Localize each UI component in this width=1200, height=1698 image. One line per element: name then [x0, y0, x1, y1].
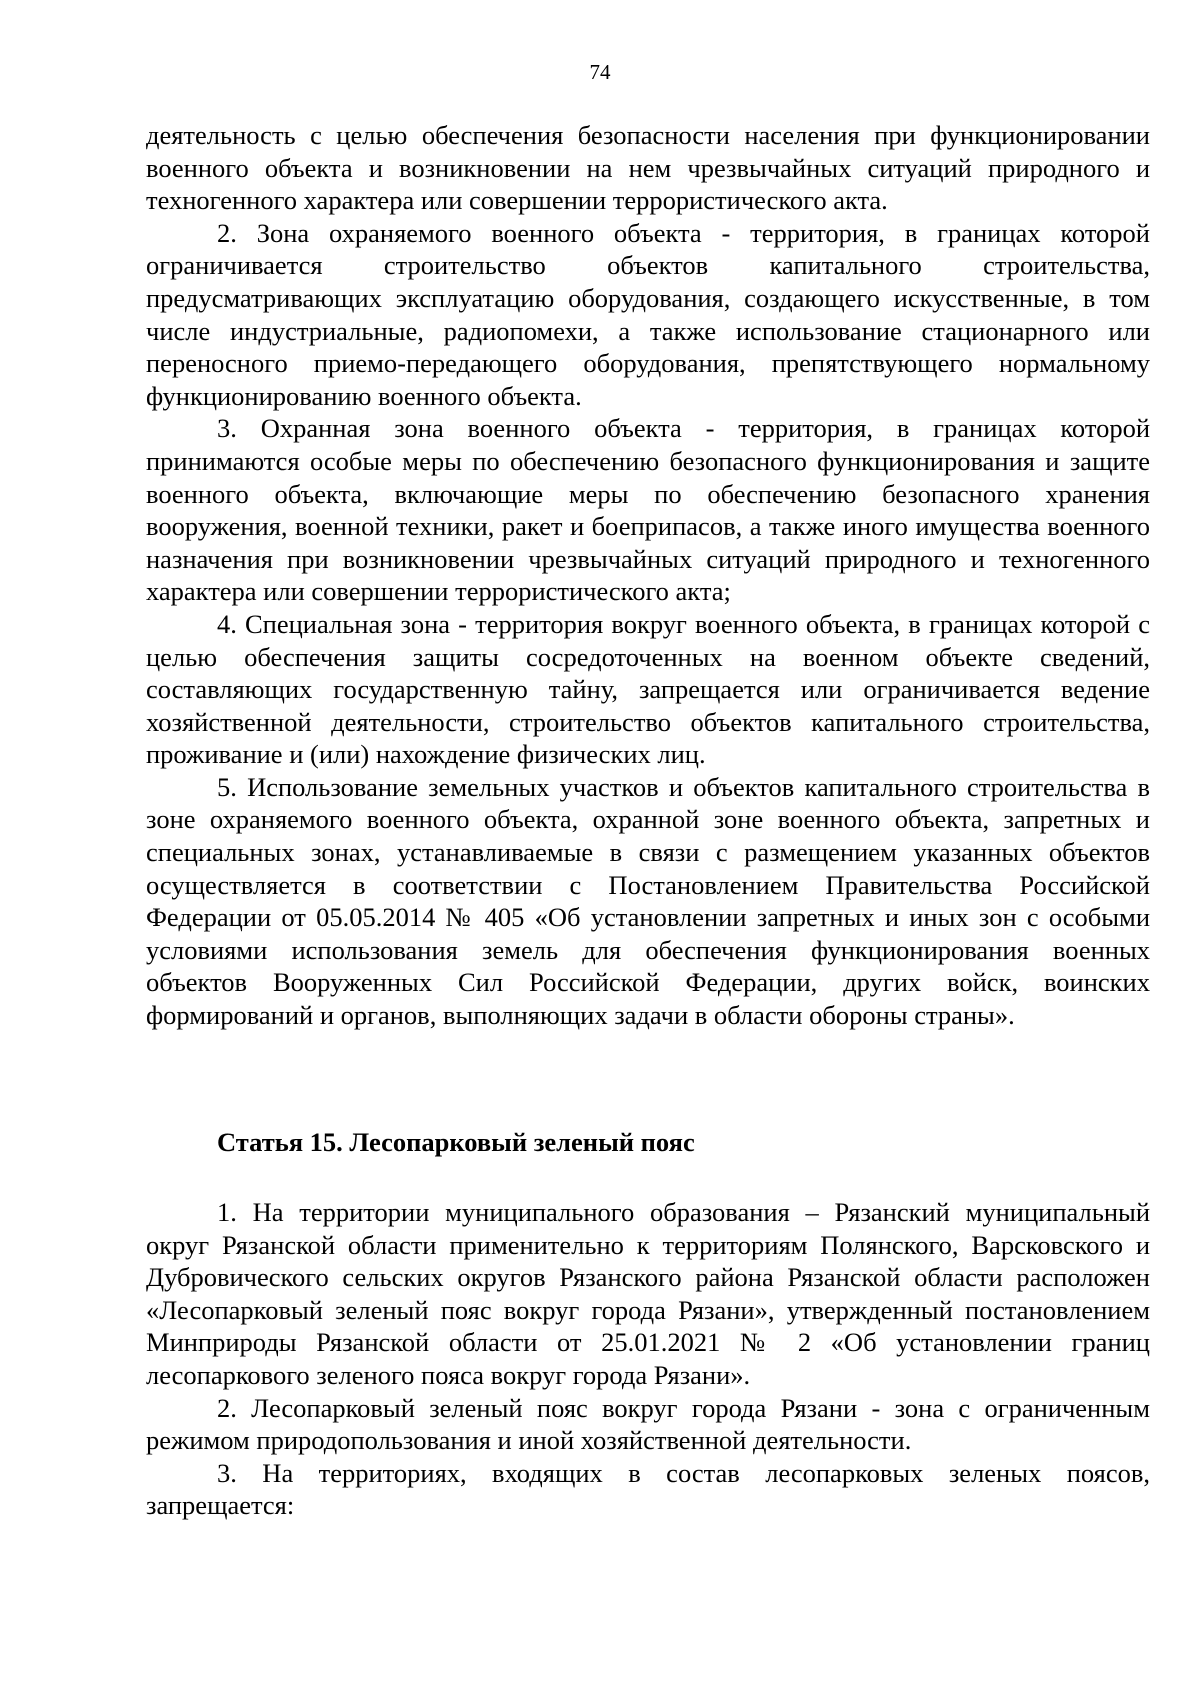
article-heading: Статья 15. Лесопарковый зеленый пояс	[217, 1127, 695, 1157]
paragraph-item-2: 2. Зона охраняемого военного объекта - территория, в границах которой ограничивается строительство объектов капитального строительства, предусматривающих эксплуатацию оборудования, создающего искусственные, в том числе индустриальные, радиопомехи, а также использование стационарного или переносного приемо-передающего оборудования, препятствующего нормальному функционированию военного объекта.	[146, 217, 1150, 411]
article-paragraph-1: 1. На территории муниципального образования – Рязанский муниципальный округ Рязанской области применительно к территориям Полянского, Варсковского и Дубровичеcкого сельских округов Рязанского района Рязанской области расположен «Лесопарковый зеленый пояс вокруг города Рязани», утвержденный постановлением Минприроды Рязанской области от 25.01.2021 № 2 «Об установлении границ лесопаркового зеленого пояса вокруг города Рязани».	[146, 1197, 1150, 1390]
paragraph-item-3: 3. Охранная зона военного объекта - территория, в границах которой принимаются особые меры по обеспечению безопасного функционирования и защите военного объекта, включающие меры по обеспечению безопасного хранения вооружения, военной техники, ракет и боеприпасов, а также иного имущества военного назначения при возникновении чрезвычайных ситуаций природного и техногенного характера или совершении террористического акта;	[146, 413, 1150, 607]
paragraph-item-5: 5. Использование земельных участков и объектов капитального строительства в зоне охраняемого военного объекта, охранной зоне военного объекта, запретных и специальных зонах, устанавливаемые в связи с размещением указанных объектов осуществляется в соответствии с Постановлением Правительства Российской Федерации от 05.05.2014 № 405 «Об установлении запретных и иных зон с особыми условиями использования земель для обеспечения функционирования военных объектов Вооруженных Сил Российской Федерации, других войск, воинских формирований и органов, выполняющих задачи в области обороны страны».	[146, 771, 1150, 1031]
paragraph-continuation: деятельность с целью обеспечения безопасности населения при функционировании военного объекта и возникновении на нем чрезвычайных ситуаций природного и техногенного характера или совершении террористического акта.	[146, 120, 1150, 216]
document-body-bottom	[146, 1196, 1150, 1522]
article-paragraph-3: 3. На территориях, входящих в состав лесопарковых зеленых поясов, запрещается:	[146, 1457, 1150, 1521]
paragraph-item-4: 4. Специальная зона - территория вокруг военного объекта, в границах которой с целью обеспечения защиты сосредоточенных на военном объекте сведений, составляющих государственную тайну, запрещается или ограничивается ведение хозяйственной деятельности, строительство объектов капитального строительства, проживание и (или) нахождение физических лиц.	[146, 608, 1150, 770]
article-paragraph-2: 2. Лесопарковый зеленый пояс вокруг города Рязани - зона с ограниченным режимом природопользования и иной хозяйственной деятельности.	[146, 1392, 1150, 1456]
page-number: 74	[589, 60, 611, 84]
document-body-top	[146, 119, 1150, 1032]
